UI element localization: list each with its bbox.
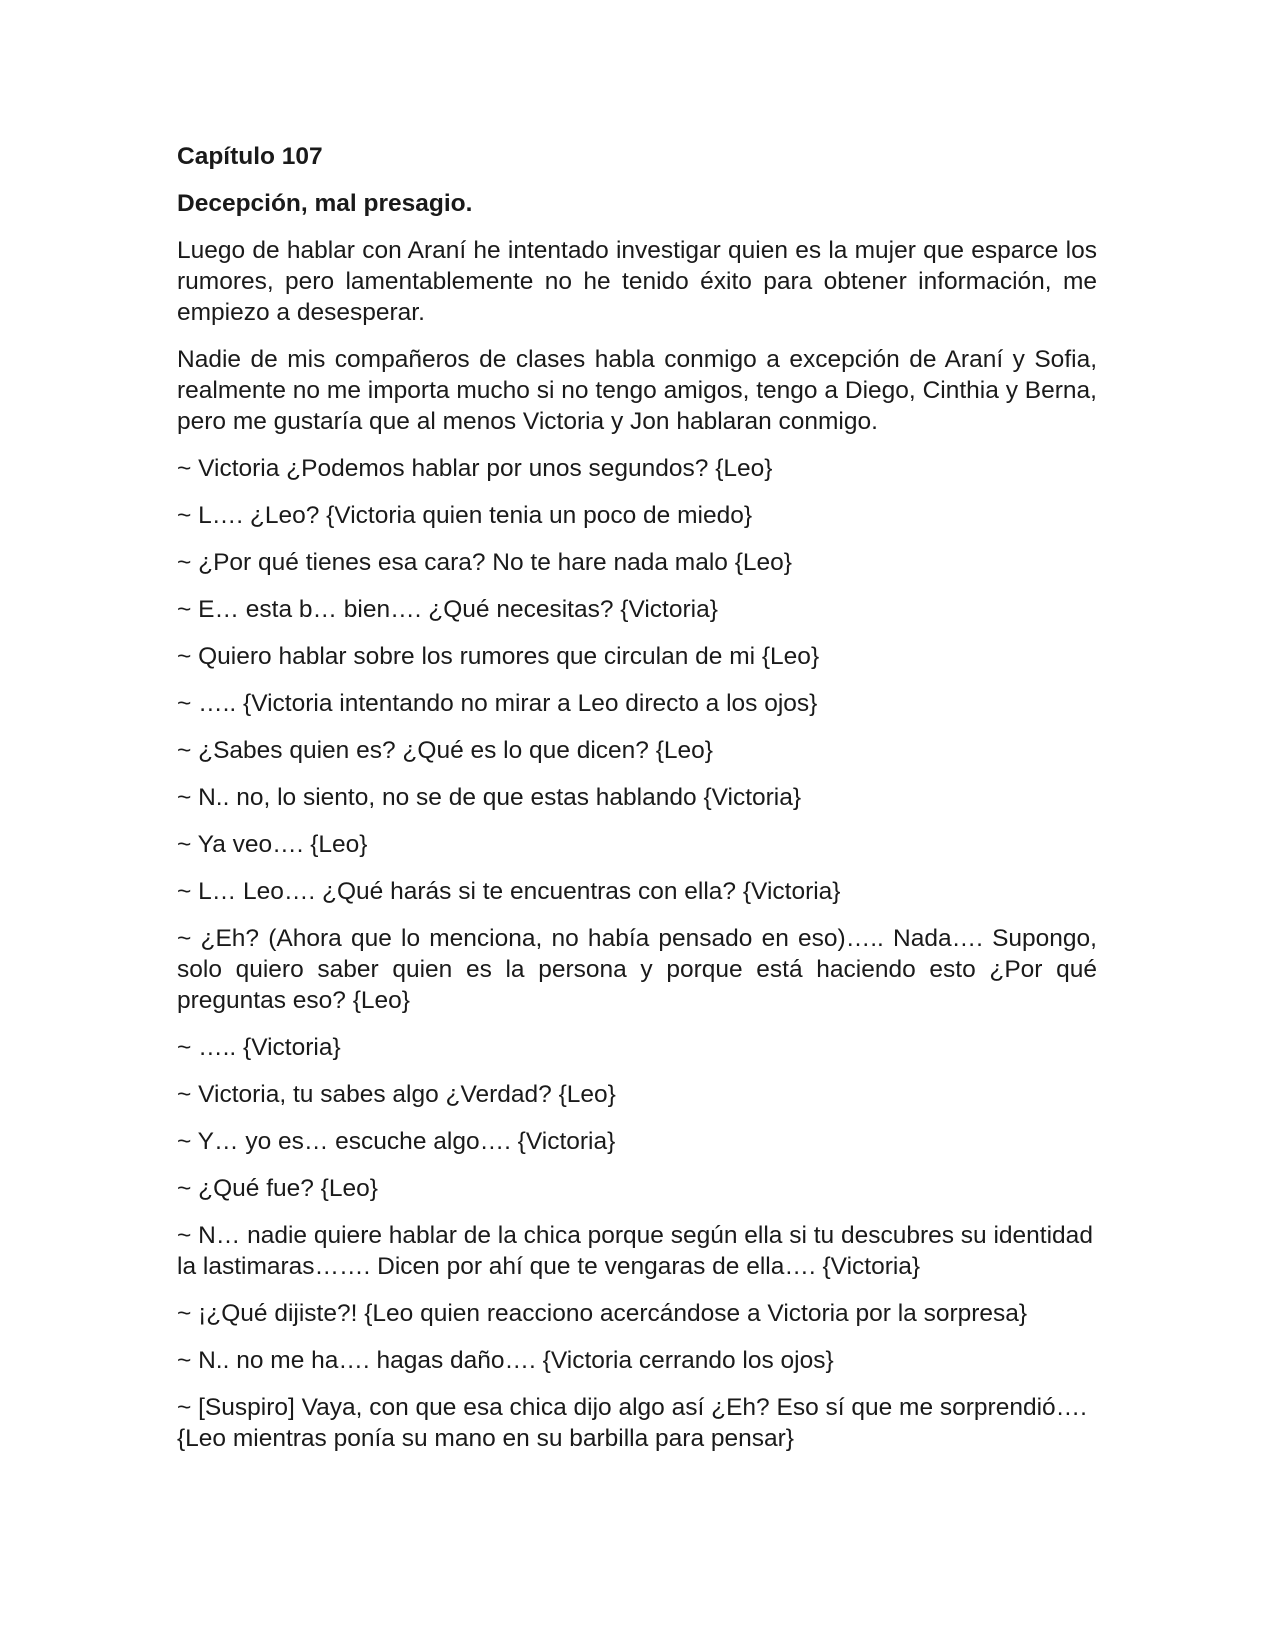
dialogue-line: ~ ¿Sabes quien es? ¿Qué es lo que dicen? {Leo} <box>177 737 713 764</box>
dialogue-line: ~ Ya veo…. {Leo} <box>177 831 368 858</box>
chapter-title: Capítulo 107 <box>177 143 323 170</box>
dialogue-line: ~ N.. no me ha…. hagas daño…. {Victoria cerrando los ojos} <box>177 1347 834 1374</box>
document-body <box>177 141 1097 1470</box>
dialogue-line: ~ ¿Qué fue? {Leo} <box>177 1175 378 1202</box>
narrative-paragraph: Nadie de mis compañeros de clases habla conmigo a excepción de Araní y Sofia, realmente no me importa mucho si no tengo amigos, tengo a Diego, Cinthia y Berna, pero me gustaría que al menos Victoria y Jon hablaran conmigo. <box>177 346 1097 435</box>
narrative-paragraph: Luego de hablar con Araní he intentado investigar quien es la mujer que esparce los rumores, pero lamentablemente no he tenido éxito para obtener información, me empiezo a desesperar. <box>177 237 1097 326</box>
dialogue-line: ~ L… Leo…. ¿Qué harás si te encuentras con ella? {Victoria} <box>177 878 841 905</box>
dialogue-line: ~ N.. no, lo siento, no se de que estas hablando {Victoria} <box>177 784 802 811</box>
dialogue-line: ~ ….. {Victoria} <box>177 1034 341 1061</box>
dialogue-line: ~ Victoria ¿Podemos hablar por unos segundos? {Leo} <box>177 455 773 482</box>
dialogue-line: ~ Quiero hablar sobre los rumores que circulan de mi {Leo} <box>177 643 820 670</box>
chapter-subtitle: Decepción, mal presagio. <box>177 190 473 217</box>
dialogue-line: ~ ¿Eh? (Ahora que lo menciona, no había pensado en eso)….. Nada…. Supongo, solo quiero saber quien es la persona y porque está haciendo esto ¿Por qué preguntas eso? {Leo} <box>177 925 1097 1014</box>
dialogue-line: ~ [Suspiro] Vaya, con que esa chica dijo algo así ¿Eh? Eso sí que me sorprendió…. {Leo mientras ponía su mano en su barbilla para pensar} <box>177 1394 1087 1452</box>
dialogue-line: ~ E… esta b… bien…. ¿Qué necesitas? {Victoria} <box>177 596 718 623</box>
dialogue-line: ~ ¿Por qué tienes esa cara? No te hare nada malo {Leo} <box>177 549 792 576</box>
dialogue-line: ~ ….. {Victoria intentando no mirar a Leo directo a los ojos} <box>177 690 818 717</box>
dialogue-line: ~ L…. ¿Leo? {Victoria quien tenia un poco de miedo} <box>177 502 753 529</box>
dialogue-line: ~ Victoria, tu sabes algo ¿Verdad? {Leo} <box>177 1081 616 1108</box>
dialogue-line: ~ N… nadie quiere hablar de la chica porque según ella si tu descubres su identidad la lastimaras……. Dicen por ahí que te vengaras de ella…. {Victoria} <box>177 1222 1093 1280</box>
dialogue-line: ~ Y… yo es… escuche algo…. {Victoria} <box>177 1128 616 1155</box>
dialogue-line: ~ ¡¿Qué dijiste?! {Leo quien reacciono acercándose a Victoria por la sorpresa} <box>177 1300 1028 1327</box>
